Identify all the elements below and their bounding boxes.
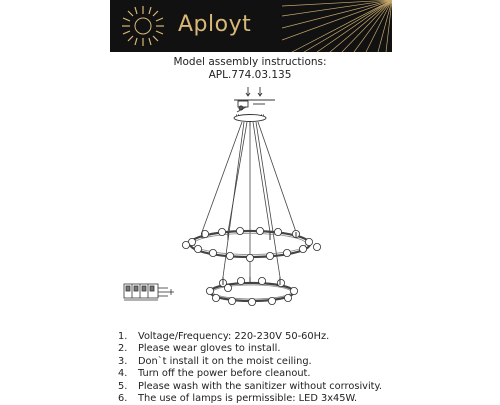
terminal-block-icon	[124, 284, 174, 300]
instructions-list	[118, 331, 382, 405]
chandelier-diagram	[110, 82, 390, 322]
list-item: 5. Please wash with the sanitizer without corrosivity.	[118, 380, 383, 392]
list-item: 3. Don`t install it on the moist ceiling.	[118, 355, 312, 367]
list-item: 6. The use of lamps is permissible: LED 3x45W.	[118, 393, 358, 405]
ceiling-canopy-icon	[234, 87, 275, 126]
brand-logo-text: Aployt	[178, 12, 252, 37]
upper-ring	[182, 227, 320, 261]
list-item: 1. Voltage/Frequency: 220-230V 50-60Hz.	[118, 331, 330, 342]
list-item: 2. Please wear gloves to install.	[118, 343, 281, 355]
brand-banner	[110, 0, 392, 52]
sun-logo-icon	[120, 4, 166, 48]
list-item: 4. Turn off the power before cleanout.	[118, 368, 311, 380]
model-number: APL.774.03.135	[208, 69, 292, 81]
lower-ring	[206, 277, 297, 306]
instructions-heading: Model assembly instructions:	[173, 56, 327, 68]
light-rays-icon	[282, 0, 392, 52]
